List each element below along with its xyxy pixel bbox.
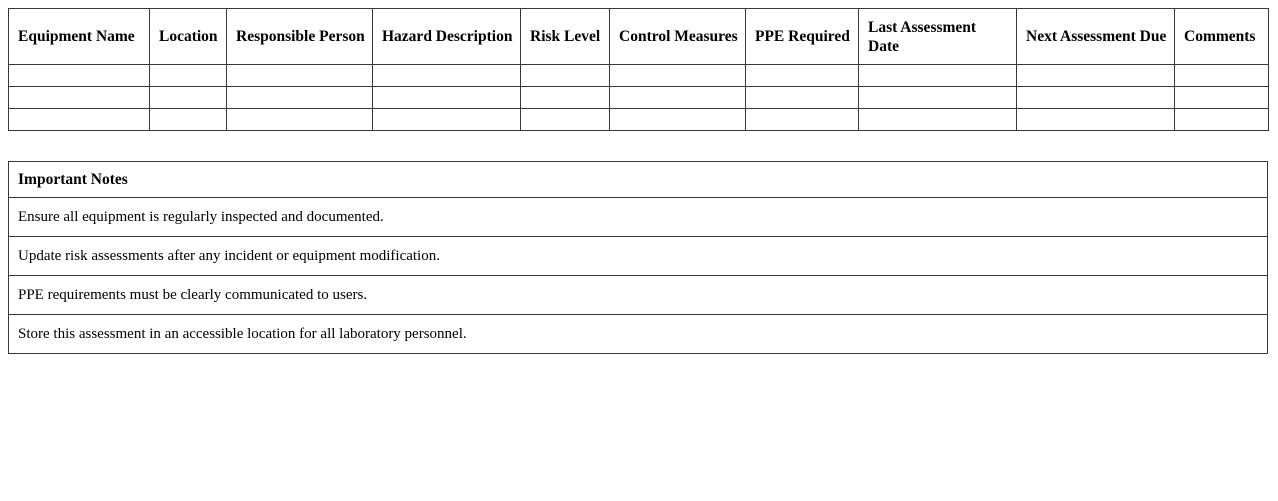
empty-cell bbox=[1017, 87, 1175, 109]
col-header-responsible-person: Responsible Person bbox=[227, 9, 373, 65]
empty-cell bbox=[746, 87, 859, 109]
empty-cell bbox=[610, 65, 746, 87]
empty-cell bbox=[1017, 109, 1175, 131]
empty-cell bbox=[9, 65, 150, 87]
empty-cell bbox=[373, 109, 521, 131]
notes-header-row bbox=[9, 162, 1268, 198]
empty-cell bbox=[859, 87, 1017, 109]
empty-cell bbox=[521, 109, 610, 131]
empty-cell bbox=[373, 87, 521, 109]
note-text: Store this assessment in an accessible location for all laboratory personnel. bbox=[9, 315, 1268, 354]
col-header-control-measures: Control Measures bbox=[610, 9, 746, 65]
empty-equipment-row bbox=[9, 65, 1269, 87]
equipment-assessment-table bbox=[8, 8, 1269, 131]
empty-cell bbox=[227, 109, 373, 131]
empty-cell bbox=[9, 109, 150, 131]
empty-cell bbox=[1175, 87, 1269, 109]
important-notes-table bbox=[8, 161, 1268, 354]
col-header-hazard-description: Hazard Description bbox=[373, 9, 521, 65]
note-text: Update risk assessments after any incident or equipment modification. bbox=[9, 237, 1268, 276]
col-header-ppe-required: PPE Required bbox=[746, 9, 859, 65]
col-header-last-assessment-date: Last Assessment Date bbox=[859, 9, 1017, 65]
empty-cell bbox=[150, 109, 227, 131]
empty-cell bbox=[610, 87, 746, 109]
empty-cell bbox=[150, 87, 227, 109]
note-row bbox=[9, 276, 1268, 315]
col-header-risk-level: Risk Level bbox=[521, 9, 610, 65]
empty-cell bbox=[610, 109, 746, 131]
notes-title: Important Notes bbox=[9, 162, 1268, 198]
empty-cell bbox=[227, 87, 373, 109]
note-row bbox=[9, 315, 1268, 354]
empty-cell bbox=[521, 87, 610, 109]
empty-cell bbox=[1175, 65, 1269, 87]
col-header-comments: Comments bbox=[1175, 9, 1269, 65]
empty-cell bbox=[373, 65, 521, 87]
empty-cell bbox=[746, 109, 859, 131]
empty-cell bbox=[521, 65, 610, 87]
note-text: PPE requirements must be clearly communicated to users. bbox=[9, 276, 1268, 315]
equipment-table-header-row bbox=[9, 9, 1269, 65]
empty-cell bbox=[859, 65, 1017, 87]
note-text: Ensure all equipment is regularly inspected and documented. bbox=[9, 198, 1268, 237]
empty-cell bbox=[1175, 109, 1269, 131]
empty-cell bbox=[227, 65, 373, 87]
empty-equipment-row bbox=[9, 87, 1269, 109]
empty-cell bbox=[150, 65, 227, 87]
empty-cell bbox=[859, 109, 1017, 131]
empty-equipment-row bbox=[9, 109, 1269, 131]
empty-cell bbox=[746, 65, 859, 87]
note-row bbox=[9, 198, 1268, 237]
col-header-next-assessment-due: Next Assessment Due bbox=[1017, 9, 1175, 65]
col-header-location: Location bbox=[150, 9, 227, 65]
note-row bbox=[9, 237, 1268, 276]
empty-cell bbox=[9, 87, 150, 109]
empty-cell bbox=[1017, 65, 1175, 87]
col-header-equipment-name: Equipment Name bbox=[9, 9, 150, 65]
